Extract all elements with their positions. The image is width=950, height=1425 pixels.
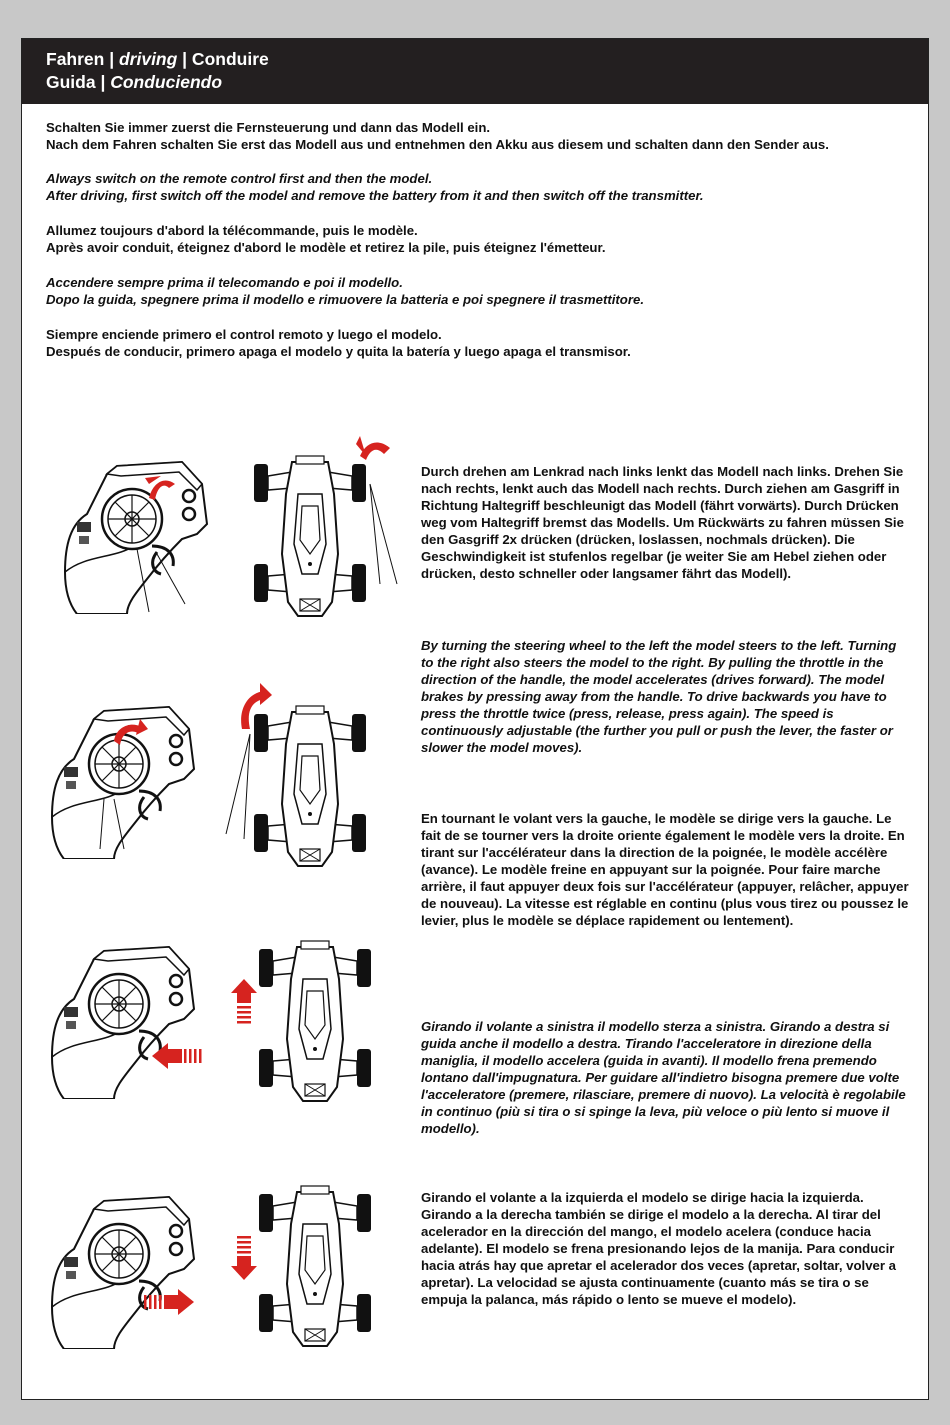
transmitter-steer-right-illustration bbox=[44, 699, 214, 859]
manual-page bbox=[21, 38, 929, 1400]
transmitter-steer-left-illustration bbox=[57, 454, 227, 614]
transmitter-throttle-pull-illustration bbox=[44, 939, 214, 1099]
arrow-head-icon bbox=[356, 436, 366, 456]
intro-es: Siempre enciende primero el control remoto y luego el modelo. Después de conducir, primero apaga el modelo y quita la batería y luego apaga el transmisor. bbox=[46, 327, 631, 359]
intro-it: Accendere sempre prima il telecomando e poi il modello. Dopo la guida, spegnere prima il modello e rimuovere la batteria e poi spegnere il trasmettitore. bbox=[46, 275, 644, 307]
description-fr: En tournant le volant vers la gauche, le modèle se dirige vers la gauche. Le fait de se tourner vers la droite oriente également le modèle vers la droite. En tirant sur l'accélérateur dans la direction de la poignée, le modèle accélère (avance). Le modèle freine en appuyant sur la poignée. Pour faire marche arrière, il faut appuyer deux fois sur l'accélérateur (appuyer, relâcher, appuyer de nouveau). La vitesse est réglable en continu (plus vous tirez ou poussez le levier, plus le modèle se déplace rapidement ou lentement). bbox=[421, 811, 909, 928]
description-es: Girando el volante a la izquierda el modelo se dirige hacia la izquierda. Girando a la derecha también se dirige el modelo a la derecha. Al tirar del acelerador en la dirección del mango, el modelo acelera (conduce hacia adelante). El modelo se frena presionando lejos de la manija. Para conducir hacia atrás hay que apretar el acelerador dos veces (apretar, soltar, volver a apretar). La velocidad se ajusta continuamente (cuanto más se tira o se empuja la palanca, más rápido o lento se mueve el modelo). bbox=[421, 1190, 896, 1307]
intro-fr: Allumez toujours d'abord la télécommande, puis le modèle. Après avoir conduit, éteignez d'abord le modèle et retirez la pile, puis éteignez l'émetteur. bbox=[46, 223, 606, 255]
forward-arrow-icon bbox=[231, 979, 257, 1024]
description-en: By turning the steering wheel to the left the model steers to the left. Turning to the right also steers the model to the right. By pulling the throttle in the direction of the handle, the model accelerates (drives forward). The model brakes by pressing away from the handle. To drive backwards you have to press the throttle twice (press, release, press again). The speed is continuously adjustable (the further you pull or push the lever, the faster or slower the model moves). bbox=[421, 638, 897, 755]
intro-en: Always switch on the remote control first and then the model. After driving, first switch off the model and remove the battery from it and then switch off the transmitter. bbox=[46, 171, 704, 203]
transmitter-throttle-push-illustration bbox=[44, 1189, 214, 1349]
car-steer-right-illustration bbox=[222, 679, 402, 879]
intro-de: Schalten Sie immer zuerst die Fernsteuerung und dann das Modell ein. Nach dem Fahren schalten Sie erst das Modell aus und entnehmen den Akku aus diesem und schalten dann den Sender aus. bbox=[46, 120, 829, 152]
car-reverse-illustration bbox=[227, 1174, 407, 1374]
description-de: Durch drehen am Lenkrad nach links lenkt das Modell nach links. Drehen Sie nach rechts, lenkt auch das Modell nach rechts. Durch ziehen am Gasgriff in Richtung Haltegriff beschleunigt das Modell (fährt vorwärts). Durch Drücken weg vom Haltegriff bremst das Modells. Um Rückwärts zu fahren müssen Sie den Gasgriff 2x drücken (drücken, loslassen, nochmals drücken). Die Geschwindigkeit ist stufenlos regelbar (je weiter Sie am Hebel ziehen oder drücken, desto schneller oder langsamer fährt das Modell). bbox=[421, 464, 904, 581]
section-header bbox=[22, 39, 928, 104]
description-it: Girando il volante a sinistra il modello sterza a sinistra. Girando a destra si guida anche il modello a destra. Tirando l'acceleratore in direzione della maniglia, il modello accelera (guida in avanti). Il modello frena premendo lontano dall'impugnatura. Per guidare all'indietro bisogna premere due volte l'acceleratore (premere, rilasciare, premere di nuovo). La velocità è regolabile in continuo (più si tira o si spinge la leva, più veloce o più lento si muove il modello). bbox=[421, 1019, 906, 1136]
header-title-line-2: Guida | Conduciendo bbox=[46, 72, 223, 92]
reverse-arrow-icon bbox=[231, 1236, 257, 1280]
arrow-head-icon bbox=[260, 683, 272, 705]
car-steer-left-illustration bbox=[252, 434, 432, 629]
car-forward-illustration bbox=[227, 929, 407, 1129]
header-title-line-1: Fahren | driving | Conduire bbox=[46, 49, 269, 69]
